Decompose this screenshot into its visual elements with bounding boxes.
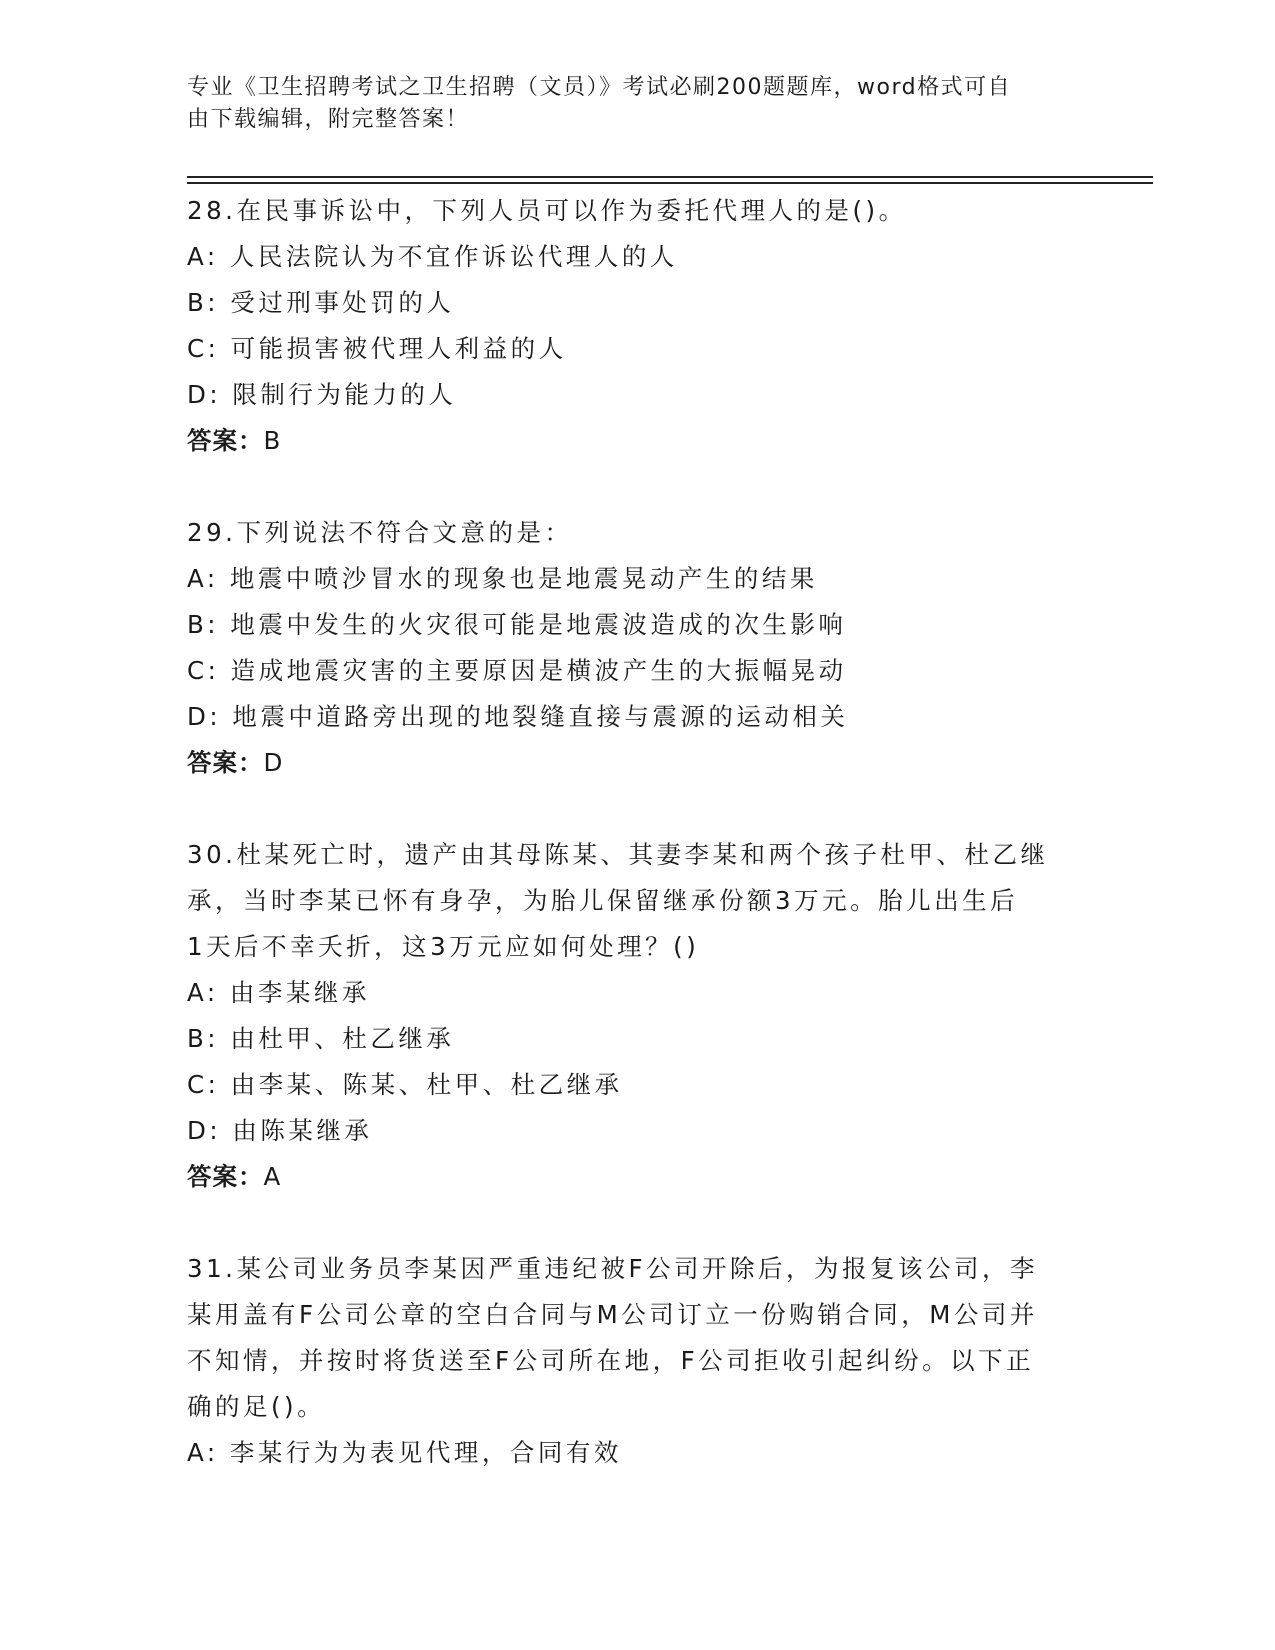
option-a: A: 人民法院认为不宜作诉讼代理人的人 xyxy=(187,242,678,271)
answer-line xyxy=(187,418,1087,464)
option-a: A: 李某行为为表见代理，合同有效 xyxy=(187,1438,622,1467)
answer-label: 答案： xyxy=(187,426,264,455)
header-line-2: 由下载编辑，附完整答案！ xyxy=(187,107,470,132)
option-d: D: 由陈某继承 xyxy=(187,1116,373,1145)
header-divider-top xyxy=(187,176,1153,178)
question-stem-line-3: 不知情，并按时将货送至F公司所在地，F公司拒收引起纠纷。以下正 xyxy=(187,1346,1035,1375)
option-a: A: 由李某继承 xyxy=(187,978,370,1007)
answer-line xyxy=(187,1154,1087,1200)
option-c: C: 可能损害被代理人利益的人 xyxy=(187,334,567,363)
answer-value: A xyxy=(263,1162,282,1191)
question-stem: 29.下列说法不符合文意的是： xyxy=(187,518,573,547)
question-stem-line-3: 1天后不幸夭折，这3万元应如何处理？() xyxy=(187,932,700,961)
question-stem-line-2: 某用盖有F公司公章的空白合同与M公司订立一份购销合同，M公司并 xyxy=(187,1300,1038,1329)
question-29 xyxy=(187,510,1087,786)
answer-value: D xyxy=(263,748,284,777)
question-31 xyxy=(187,1246,1087,1476)
option-b: B: 由杜甲、杜乙继承 xyxy=(187,1024,455,1053)
question-stem: 28.在民事诉讼中，下列人员可以作为委托代理人的是()。 xyxy=(187,196,907,225)
answer-line xyxy=(187,740,1087,786)
question-stem-line-4: 确的足()。 xyxy=(187,1392,326,1421)
question-stem-line-1: 30.杜某死亡时，遗产由其母陈某、其妻李某和两个孩子杜甲、杜乙继 xyxy=(187,840,1049,869)
question-stem-line-1: 31.某公司业务员李某因严重违纪被F公司开除后，为报复该公司，李 xyxy=(187,1254,1039,1283)
question-28 xyxy=(187,188,1087,464)
option-b: B: 地震中发生的火灾很可能是地震波造成的次生影响 xyxy=(187,610,847,639)
question-stem-line-2: 承，当时李某已怀有身孕，为胎儿保留继承份额3万元。胎儿出生后 xyxy=(187,886,1019,915)
option-a: A: 地震中喷沙冒水的现象也是地震晃动产生的结果 xyxy=(187,564,818,593)
option-d: D: 地震中道路旁出现的地裂缝直接与震源的运动相关 xyxy=(187,702,849,731)
document-header xyxy=(187,72,1087,136)
header-divider-bottom xyxy=(187,182,1153,184)
question-30 xyxy=(187,832,1087,1200)
option-b: B: 受过刑事处罚的人 xyxy=(187,288,455,317)
question-list xyxy=(187,188,1087,1476)
answer-label: 答案： xyxy=(187,1162,264,1191)
option-c: C: 由李某、陈某、杜甲、杜乙继承 xyxy=(187,1070,623,1099)
answer-label: 答案： xyxy=(187,748,264,777)
answer-value: B xyxy=(263,426,282,455)
option-d: D: 限制行为能力的人 xyxy=(187,380,457,409)
option-c: C: 造成地震灾害的主要原因是横波产生的大振幅晃动 xyxy=(187,656,847,685)
header-line-1: 专业《卫生招聘考试之卫生招聘（文员）》考试必刷200题题库，word格式可自 xyxy=(187,75,1012,100)
